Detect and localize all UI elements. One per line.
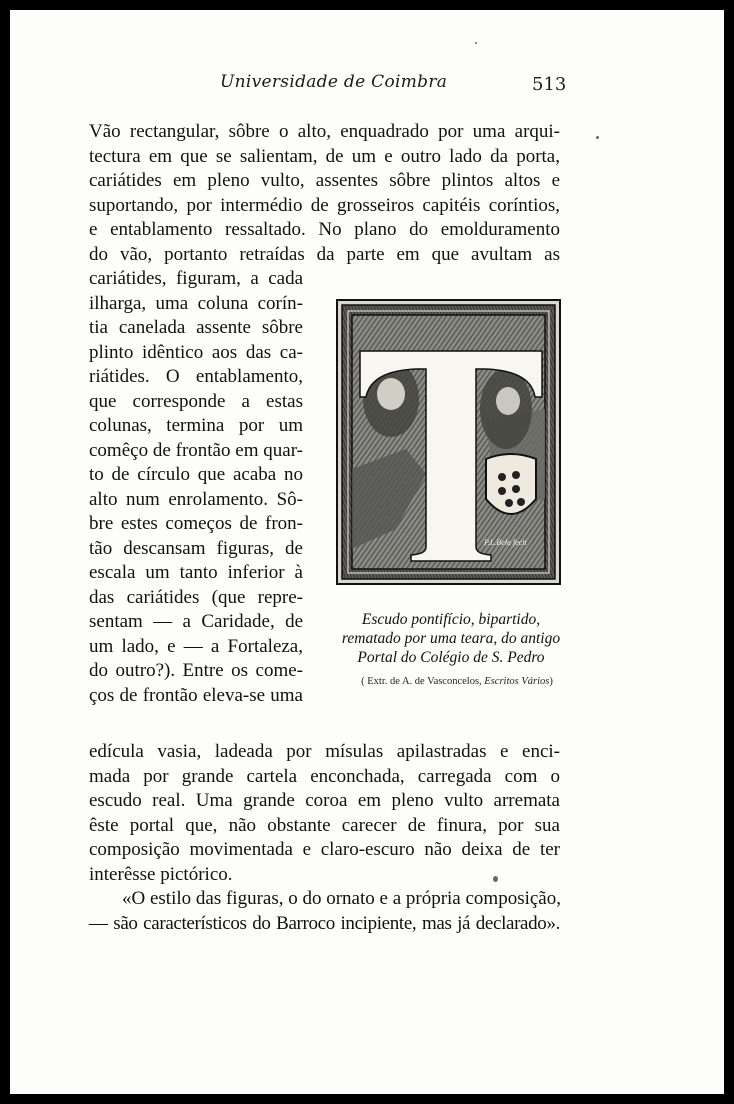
text-line: interêsse pictórico. — [89, 863, 233, 885]
text-line: mada por grande cartela enconchada, carregada com o — [89, 765, 560, 787]
scan-speck — [475, 42, 477, 44]
text-line: colunas, termina por um — [89, 415, 303, 436]
text-line: e entablamento ressaltado. No plano do emolduramento — [89, 219, 560, 240]
text-line: um lado, e — a Fortaleza, — [89, 635, 303, 657]
engraver-signature: P.L.Bela fecit — [484, 538, 527, 547]
text-line: suportando, por intermédio de grosseiros capitéis coríntios, — [89, 194, 560, 216]
text-line: das cariátides (que repre- — [89, 586, 303, 608]
page-number: 513 — [532, 74, 567, 95]
text-line: composição movimentada e claro-escuro não deixa de ter — [89, 839, 560, 860]
text-line: bre estes começos de fron- — [89, 513, 303, 534]
text-line: ilharga, uma coluna corín- — [89, 292, 303, 314]
text-line: sentam — a Caridade, de — [89, 611, 303, 632]
paragraph-1-left-column — [89, 267, 303, 708]
illuminated-initial-figure — [336, 299, 561, 585]
paragraph-1-bottom — [89, 740, 560, 887]
running-title: Universidade de Coimbra — [220, 72, 448, 92]
text-line: alto num enrolamento. Sô- — [89, 488, 303, 510]
text-line: tia canelada assente sôbre — [89, 317, 303, 338]
caption-line: Portal do Colégio de S. Pedro — [357, 649, 545, 666]
text-line: to de círculo que acaba no — [89, 464, 303, 485]
text-line: cariátides em pleno vulto, assentes sôbre plintos altos e — [89, 170, 560, 191]
text-line: do outro?). Entre os come- — [89, 660, 303, 681]
text-line: do vão, portanto retraídas da parte em que avultam as — [89, 243, 560, 265]
text-line: escala um tanto inferior à — [89, 562, 303, 583]
text-line: «O estilo das figuras, o do ornato e a própria composição, — [122, 888, 561, 909]
paragraph-1-top — [89, 120, 560, 267]
figure-credit — [326, 676, 588, 687]
credit-title: Escritos Vários — [484, 676, 550, 687]
figure-caption — [320, 610, 582, 667]
text-line: tectura em que se salientam, de um e outro lado da porta, — [89, 145, 560, 167]
scan-speck — [596, 136, 599, 139]
text-line: êste portal que, não obstante carecer de finura, por sua — [89, 814, 560, 836]
credit-suffix: ) — [549, 676, 553, 687]
text-line: plinto idêntico aos das ca- — [89, 341, 303, 363]
text-line: ços de frontão eleva-se uma — [89, 684, 303, 706]
text-line: edícula vasia, ladeada por mísulas apilastradas e enci- — [89, 741, 560, 762]
text-line: tão descansam figuras, de — [89, 537, 303, 559]
credit-prefix: ( Extr. de A. de Vasconcelos, — [361, 676, 482, 687]
text-line: — são característicos do Barroco incipiente, mas já declarado». — [89, 912, 560, 934]
text-line: Vão rectangular, sôbre o alto, enquadrado por uma arqui- — [89, 121, 560, 142]
scan-speck — [493, 876, 498, 882]
caption-line: Escudo pontifício, bipartido, — [361, 611, 541, 628]
text-line: escudo real. Uma grande coroa em pleno vulto arremata — [89, 790, 560, 811]
caption-line: rematado por uma teara, do antigo — [341, 630, 561, 647]
text-line: cariátides, figuram, a cada — [89, 268, 303, 289]
document-page — [10, 10, 724, 1094]
text-line: riátides. O entablamento, — [89, 366, 303, 387]
text-line: comêço de frontão em quar- — [89, 439, 303, 461]
text-line: que corresponde a estas — [89, 390, 303, 412]
paragraph-2 — [89, 887, 560, 936]
